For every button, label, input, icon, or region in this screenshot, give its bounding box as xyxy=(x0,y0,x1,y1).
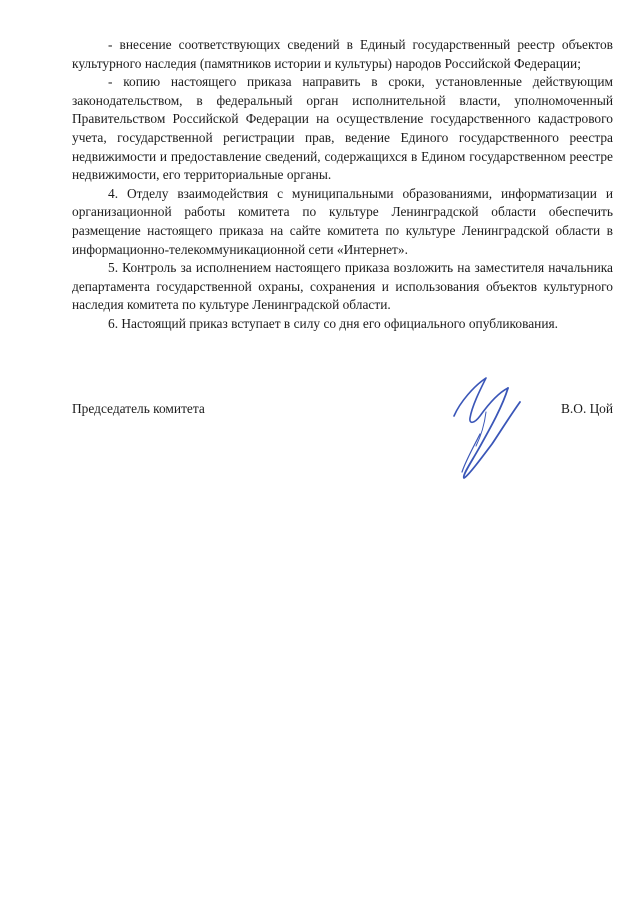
signatory-title: Председатель комитета xyxy=(72,401,205,416)
paragraph-item-6: 6. Настоящий приказ вступает в силу со дня его официального опубликования. xyxy=(108,315,558,331)
handwritten-signature xyxy=(440,372,540,484)
paragraph-item-5: 5. Контроль за исполнением настоящего приказа возложить на заместителя начальника департамента государственной охраны, сохранения и использования объектов культурного наследия комитета по культуре Ленинградской области. xyxy=(72,260,613,313)
paragraph-item-4: 4. Отделу взаимодействия с муниципальными образованиями, информатизации и организационной работы комитета по культуре Ленинградской области обеспечить размещение настоящего приказа на сайте комитета по культуре Ленинградской области в информационно-телекоммуникационной сети «Интернет». xyxy=(72,185,613,257)
paragraph-copy-dispatch: - копию настоящего приказа направить в сроки, установленные действующим законодательством, в федеральный орган исполнительной власти, уполномоченный Правительством Российской Федерации на осуществление государственного кадастрового учета, государственной регистрации прав, ведение Единого государственного реестра недвижимости и предоставление сведений, содержащихся в Едином государственном реестре недвижимости, его территориальные органы. xyxy=(72,74,613,183)
document-body xyxy=(72,36,613,334)
paragraph-registry-entry: - внесение соответствующих сведений в Единый государственный реестр объектов культурного наследия (памятников истории и культуры) народов Российской Федерации; xyxy=(72,37,613,71)
signatory-name: В.О. Цой xyxy=(561,401,613,416)
